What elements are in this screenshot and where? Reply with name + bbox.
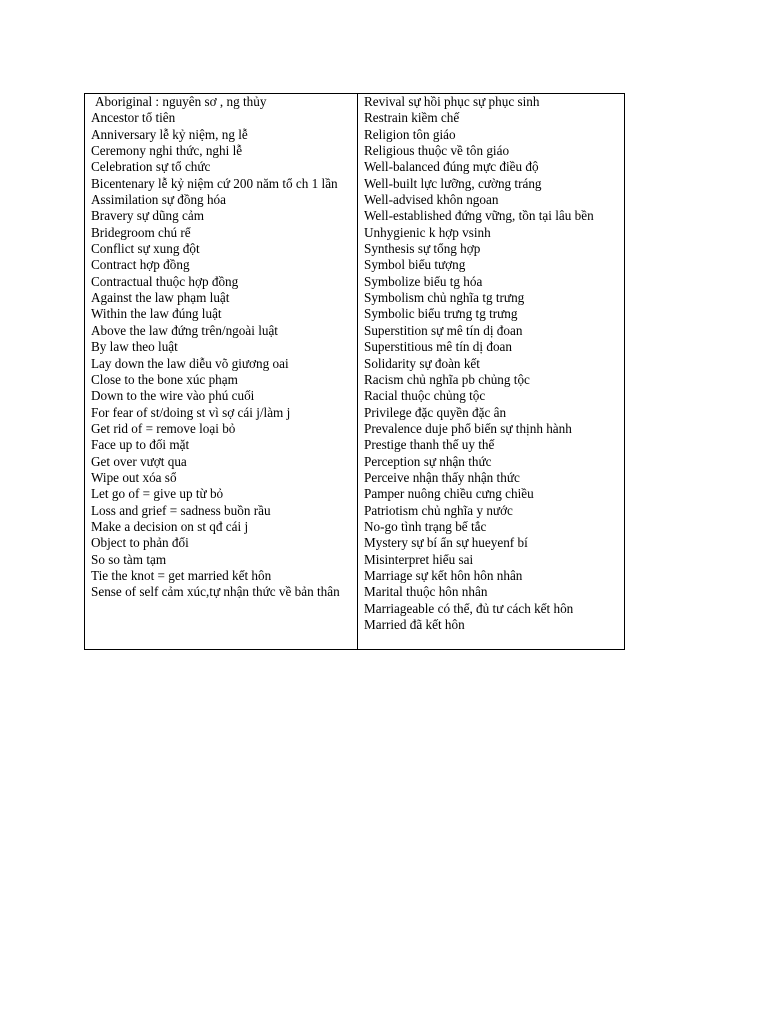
vocab-entry: Symbolize biểu tg hóa (364, 273, 483, 289)
vocab-entry: Prestige thanh thế uy thế (364, 437, 495, 453)
vocab-entry: Object to phản đối (91, 535, 189, 551)
vocab-entry: Pamper nuông chiều cưng chiều (364, 486, 534, 502)
vocab-entry: Wipe out xóa sổ (91, 469, 177, 485)
vocab-entry: Contractual thuộc hợp đồng (91, 273, 239, 289)
vocab-entry: Let go of = give up từ bỏ (91, 486, 224, 502)
vocab-entry: Well-established đứng vững, tồn tại lâu bền (364, 208, 594, 224)
vocab-entry: Religious thuộc về tôn giáo (364, 143, 510, 159)
vocab-entry: Make a decision on st qđ cái j (91, 518, 249, 534)
vocab-entry: Unhygienic k hợp vsinh (364, 224, 491, 240)
vocab-entry: Face up to đối mặt (91, 437, 190, 453)
vocab-entry: Celebration sự tổ chức (91, 159, 211, 175)
vocab-entry: Restrain kiềm chế (364, 110, 460, 126)
vocab-entry: Lay down the law diễu võ giương oai (91, 355, 289, 371)
vocab-entry: Get rid of = remove loại bỏ (91, 420, 236, 436)
vocab-entry: Racism chủ nghĩa pb chủng tộc (364, 371, 530, 387)
vocab-entry: Get over vượt qua (91, 453, 187, 469)
vocab-entry: Mystery sự bí ẩn sự hueyenf bí (364, 535, 528, 551)
vocab-entry: Marriage sự kết hôn hôn nhân (364, 567, 523, 583)
vocab-entry: Perceive nhận thấy nhận thức (364, 469, 520, 485)
vocabulary-table (84, 93, 625, 650)
vocab-entry: Superstitious mê tín dị đoan (364, 339, 512, 355)
vocab-entry: Symbolic biểu trưng tg trưng (364, 306, 518, 322)
vocab-entry: By law theo luật (91, 339, 178, 355)
vocab-entry: Anniversary lễ kỷ niệm, ng lễ (91, 126, 248, 142)
vocab-entry: Bravery sự dũng cảm (91, 208, 204, 224)
vocab-entry: Superstition sự mê tín dị đoan (364, 322, 523, 338)
vocab-entry: Ceremony nghi thức, nghi lễ (91, 143, 243, 159)
vocab-entry: Bridegroom chú rể (91, 224, 191, 240)
vocab-entry: Contract hợp đồng (91, 257, 190, 273)
vocab-entry: Privilege đặc quyền đặc ân (364, 404, 507, 420)
vocab-entry: Marital thuộc hôn nhân (364, 584, 488, 600)
right-column (358, 94, 624, 649)
vocab-entry: Aboriginal : nguyên sơ , ng thủy (95, 94, 267, 109)
vocab-entry: Revival sự hồi phục sự phục sinh (364, 94, 540, 109)
vocab-entry: No-go tình trạng bế tắc (364, 518, 487, 534)
vocab-entry: Assimilation sự đồng hóa (91, 192, 226, 208)
vocab-entry: Bicentenary lễ kỷ niệm cứ 200 năm tổ ch 1 lần (91, 175, 338, 191)
vocab-entry: Against the law phạm luật (91, 290, 230, 306)
vocab-entry: Sense of self cảm xúc,tự nhận thức về bản thân (91, 584, 340, 600)
vocab-entry: Ancestor tổ tiên (91, 110, 176, 126)
vocab-entry: Above the law đứng trên/ngoài luật (91, 322, 278, 338)
vocab-entry: Marriageable có thể, đủ tư cách kết hôn (364, 600, 574, 616)
vocab-entry: Within the law đúng luật (91, 306, 222, 322)
vocab-entry: Patriotism chủ nghĩa y nước (364, 502, 513, 518)
left-column (85, 94, 358, 649)
vocab-entry: For fear of st/doing st vì sợ cái j/làm j (91, 404, 291, 420)
vocab-entry: Close to the bone xúc phạm (91, 371, 238, 387)
vocab-entry: Well-advised khôn ngoan (364, 192, 499, 208)
vocab-entry: Well-built lực lưỡng, cường tráng (364, 175, 542, 191)
vocab-entry: Synthesis sự tổng hợp (364, 241, 481, 257)
vocab-entry: So so tàm tạm (91, 551, 167, 567)
vocab-entry: Tie the knot = get married kết hôn (91, 567, 272, 583)
vocab-entry: Down to the wire vào phú cuối (91, 388, 255, 404)
vocab-entry: Married đã kết hôn (364, 617, 465, 632)
vocab-entry: Racial thuộc chủng tộc (364, 388, 486, 404)
vocab-entry: Symbol biểu tượng (364, 257, 466, 273)
vocab-entry: Perception sự nhận thức (364, 453, 492, 469)
vocab-entry: Prevalence duje phổ biến sự thịnh hành (364, 420, 572, 436)
vocab-entry: Loss and grief = sadness buồn rầu (91, 502, 271, 518)
vocab-entry: Conflict sự xung đột (91, 241, 200, 257)
vocab-entry: Symbolism chủ nghĩa tg trưng (364, 290, 525, 306)
vocab-entry: Religion tôn giáo (364, 126, 456, 142)
vocab-entry: Well-balanced đúng mực điều độ (364, 159, 539, 175)
vocab-entry: Solidarity sự đoàn kết (364, 355, 480, 371)
vocab-entry: Misinterpret hiểu sai (364, 551, 474, 567)
